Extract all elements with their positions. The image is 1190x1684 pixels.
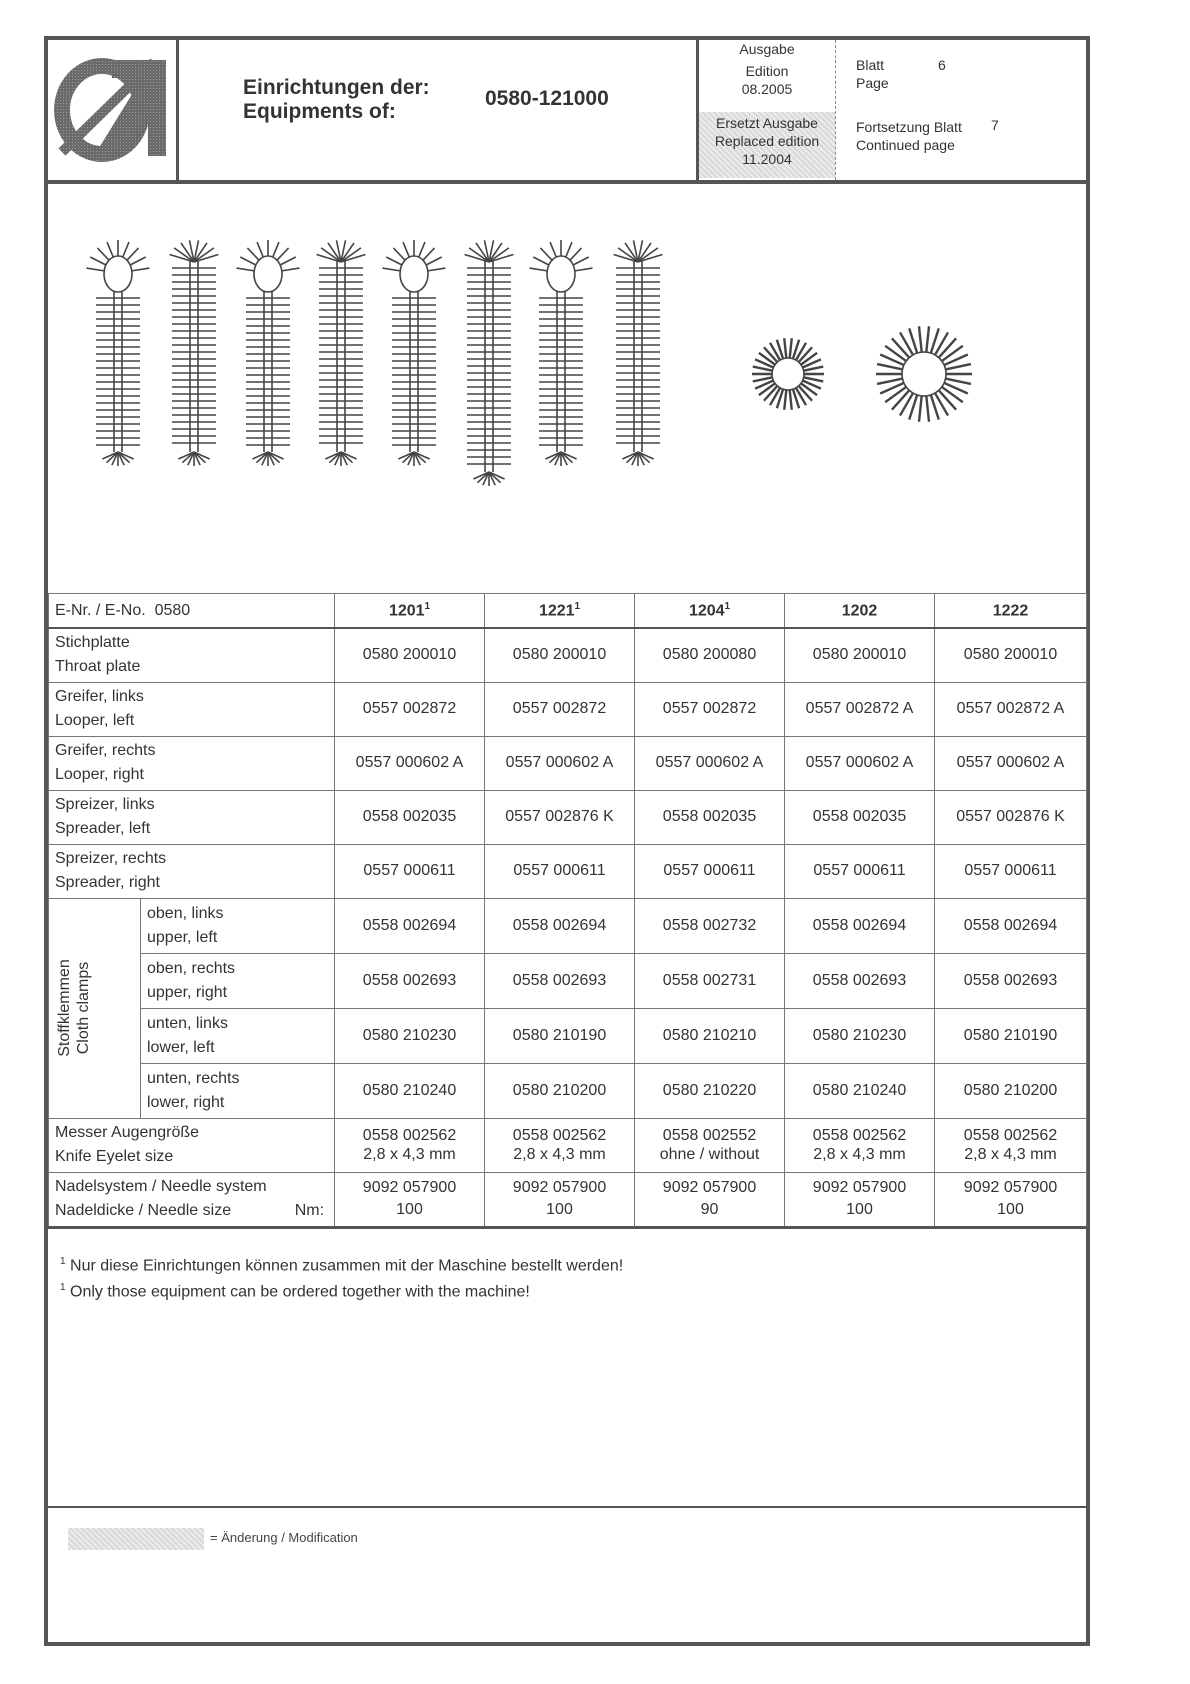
part-number-cell: 0558 002694 <box>335 898 485 953</box>
column-header: 1202 <box>785 594 935 629</box>
stitch-diagrams <box>48 184 1086 592</box>
footnote-de: $^1$ Nur diese Einrichtungen können zusammen mit der Maschine bestellt werden! <box>60 1256 624 1275</box>
table-header-row <box>49 594 1087 629</box>
part-number-cell: 0580 210240 <box>785 1063 935 1118</box>
part-number-cell: 0557 002872 A <box>785 682 935 736</box>
replaced-en: Replaced edition <box>714 133 820 149</box>
part-number-cell: 0580 200010 <box>935 628 1087 682</box>
part-number-cell: 0557 002872 A <box>935 682 1087 736</box>
legend-text: = Änderung / Modification <box>210 1530 358 1545</box>
company-logo-icon <box>54 52 172 164</box>
row-label: Stichplatte Throat plate <box>49 628 335 682</box>
eyelet-seam-diagram <box>529 240 592 466</box>
part-number-cell: 0580 210230 <box>335 1008 485 1063</box>
part-number-cell: 0557 000611 <box>635 844 785 898</box>
row-label: unten, rechts lower, right <box>141 1063 335 1118</box>
modification-swatch <box>68 1528 204 1550</box>
part-number-cell: 0580 210190 <box>485 1008 635 1063</box>
part-number-cell: 0557 000602 A <box>785 736 935 790</box>
page-frame <box>44 36 1090 1646</box>
continued-en: Continued page <box>856 137 955 153</box>
column-header: 1221$^1$ <box>485 594 635 629</box>
row-label: oben, rechts upper, right <box>141 953 335 1008</box>
part-number-cell: 0557 002872 <box>485 682 635 736</box>
legend <box>48 1506 1086 1648</box>
edition-date: 08.2005 <box>741 81 793 97</box>
part-number-cell: 0580 200080 <box>635 628 785 682</box>
part-number-cell: 0557 000611 <box>935 844 1087 898</box>
column-label-header: E-Nr. / E-No. 0580 <box>49 594 335 629</box>
part-number-cell: 0558 002694 <box>785 898 935 953</box>
row-label: Spreizer, links Spreader, left <box>49 790 335 844</box>
part-number-cell: 0558 002035 <box>335 790 485 844</box>
part-number-cell: 0557 002872 <box>335 682 485 736</box>
part-number-cell: 0557 002872 <box>635 682 785 736</box>
blatt-number: 6 <box>938 57 946 73</box>
needle-cell: 9092 057900 100 <box>485 1172 635 1226</box>
footnote-en: $^1$ Only those equipment can be ordered together with the machine! <box>60 1282 530 1301</box>
knife-cell: 0558 002562 2,8 x 4,3 mm <box>935 1118 1087 1172</box>
row-label: Nadelsystem / Needle system Nadeldicke / Needle size Nm: <box>49 1172 335 1226</box>
part-number-cell: 0580 210230 <box>785 1008 935 1063</box>
part-number-cell: 0557 000602 A <box>935 736 1087 790</box>
part-number-cell: 0558 002035 <box>635 790 785 844</box>
continued-number: 7 <box>991 117 999 133</box>
table-row <box>49 1063 1087 1118</box>
eyelet-seam-diagram <box>236 240 299 466</box>
straight-seam-diagram <box>465 240 514 486</box>
continued-de: Fortsetzung Blatt <box>856 119 962 135</box>
part-number-cell: 0557 002876 K <box>485 790 635 844</box>
row-label: oben, links upper, left <box>141 898 335 953</box>
needle-cell: 9092 057900 100 <box>335 1172 485 1226</box>
part-number-cell: 0557 000602 A <box>485 736 635 790</box>
part-number: 0580-121000 <box>485 87 609 110</box>
part-number-cell: 0580 200010 <box>485 628 635 682</box>
row-label: Greifer, links Looper, left <box>49 682 335 736</box>
part-number-cell: 0580 210190 <box>935 1008 1087 1063</box>
equipment-table <box>48 593 1087 1227</box>
row-label: unten, links lower, left <box>141 1008 335 1063</box>
straight-seam-diagram <box>317 240 366 466</box>
table-row <box>49 682 1087 736</box>
needle-cell: 9092 057900 100 <box>935 1172 1087 1226</box>
straight-seam-diagram <box>614 240 663 466</box>
part-number-cell: 0558 002731 <box>635 953 785 1008</box>
part-number-cell: 0557 002876 K <box>935 790 1087 844</box>
footnotes <box>48 1226 1086 1509</box>
ausgabe-label: Ausgabe <box>739 41 795 57</box>
knife-cell: 0558 002562 2,8 x 4,3 mm <box>785 1118 935 1172</box>
table-row <box>49 1118 1087 1172</box>
needle-cell: 9092 057900 90 <box>635 1172 785 1226</box>
replaced-de: Ersetzt Ausgabe <box>716 115 818 131</box>
part-number-cell: 0580 210240 <box>335 1063 485 1118</box>
eyelet-seam-diagram <box>86 240 149 466</box>
part-number-cell: 0580 210200 <box>935 1063 1087 1118</box>
part-number-cell: 0557 000611 <box>335 844 485 898</box>
column-header: 1204$^1$ <box>635 594 785 629</box>
table-row <box>49 1172 1087 1226</box>
row-label: Spreizer, rechts Spreader, right <box>49 844 335 898</box>
table-row <box>49 628 1087 682</box>
replaced-date: 11.2004 <box>742 151 792 167</box>
round-eyelet-diagram <box>752 338 824 410</box>
column-header: 1222 <box>935 594 1087 629</box>
part-number-cell: 0558 002694 <box>935 898 1087 953</box>
part-number-cell: 0557 000602 A <box>335 736 485 790</box>
part-number-cell: 0557 000611 <box>485 844 635 898</box>
table-row <box>49 790 1087 844</box>
part-number-cell: 0580 210200 <box>485 1063 635 1118</box>
part-number-cell: 0558 002035 <box>785 790 935 844</box>
part-number-cell: 0557 000602 A <box>635 736 785 790</box>
needle-cell: 9092 057900 100 <box>785 1172 935 1226</box>
part-number-cell: 0558 002693 <box>335 953 485 1008</box>
eyelet-seam-diagram <box>382 240 445 466</box>
part-number-cell: 0558 002693 <box>935 953 1087 1008</box>
knife-cell: 0558 002552 ohne / without <box>635 1118 785 1172</box>
part-number-cell: 0580 210220 <box>635 1063 785 1118</box>
part-number-cell: 0558 002732 <box>635 898 785 953</box>
row-label: Messer Augengröße Knife Eyelet size <box>49 1118 335 1172</box>
row-label: Greifer, rechts Looper, right <box>49 736 335 790</box>
blatt-label: Blatt <box>856 57 885 73</box>
table-row <box>49 844 1087 898</box>
part-number-cell: 0580 200010 <box>335 628 485 682</box>
page-label: Page <box>856 75 889 91</box>
edition-label: Edition <box>745 63 789 79</box>
knife-cell: 0558 002562 2,8 x 4,3 mm <box>335 1118 485 1172</box>
table-row <box>49 898 1087 953</box>
straight-seam-diagram <box>170 240 219 466</box>
part-number-cell: 0558 002694 <box>485 898 635 953</box>
part-number-cell: 0558 002693 <box>485 953 635 1008</box>
round-eyelet-diagram <box>876 326 972 421</box>
part-number-cell: 0580 200010 <box>785 628 935 682</box>
header <box>48 40 1086 184</box>
part-number-cell: 0580 210210 <box>635 1008 785 1063</box>
column-header: 1201$^1$ <box>335 594 485 629</box>
title-en: Equipments of: <box>243 100 396 123</box>
part-number-cell: 0557 000611 <box>785 844 935 898</box>
cloth-clamps-group: Stoffklemmen Cloth clamps <box>49 898 141 1118</box>
title-de: Einrichtungen der: <box>243 76 430 99</box>
table-row <box>49 1008 1087 1063</box>
part-number-cell: 0558 002693 <box>785 953 935 1008</box>
table-row <box>49 953 1087 1008</box>
table-row <box>49 736 1087 790</box>
knife-cell: 0558 002562 2,8 x 4,3 mm <box>485 1118 635 1172</box>
